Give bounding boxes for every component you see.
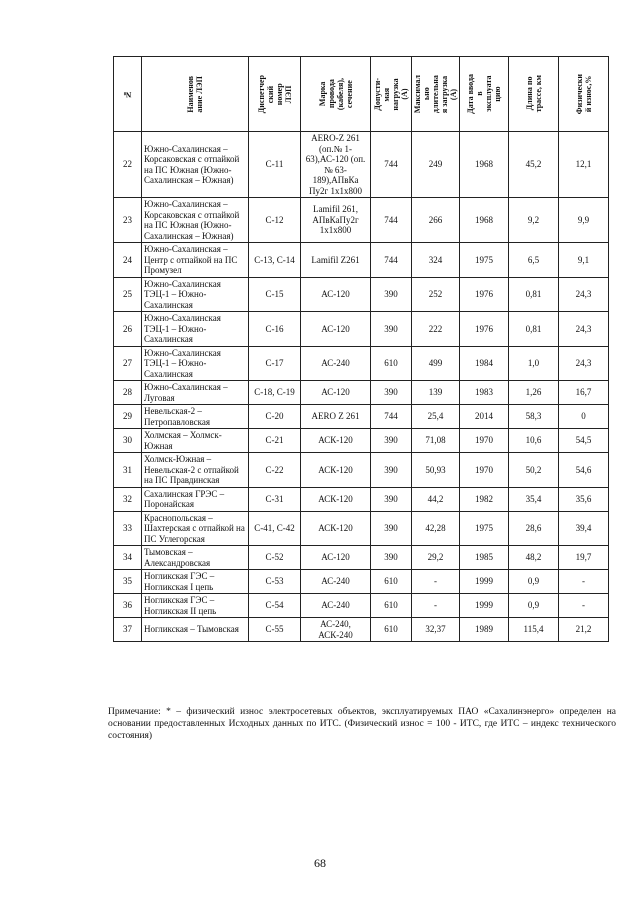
cell-route-length: 58,3 [509, 405, 559, 429]
cell-dispatch-number: С-31 [249, 487, 301, 511]
cell-line-name: Южно-Сахалинская – Луговая [142, 381, 249, 405]
cell-route-length: 50,2 [509, 453, 559, 488]
cell-allowed-load: 390 [371, 277, 412, 312]
cell-wire-brand: АСК-120 [301, 511, 371, 546]
header-route-length: Длина по трассе, км [509, 57, 559, 132]
header-physical-wear: Физически й износ,% [559, 57, 609, 132]
cell-route-length: 45,2 [509, 132, 559, 198]
cell-physical-wear: 54,6 [559, 453, 609, 488]
cell-line-name: Южно-Сахалинская – Центр с отпайкой на ПС Промузел [142, 243, 249, 278]
cell-physical-wear: 39,4 [559, 511, 609, 546]
page-number: 68 [314, 856, 326, 870]
header-commission-date: Дата ввода в эксплуата цию [460, 57, 509, 132]
cell-commission-date: 1976 [460, 312, 509, 347]
cell-wire-brand: AERO Z 261 [301, 405, 371, 429]
cell-dispatch-number: С-55 [249, 618, 301, 642]
cell-route-length: 115,4 [509, 618, 559, 642]
cell-dispatch-number: С-15 [249, 277, 301, 312]
table-row [114, 312, 609, 347]
table-body [114, 132, 609, 642]
cell-physical-wear: 24,3 [559, 312, 609, 347]
cell-wire-brand: АС-120 [301, 277, 371, 312]
cell-dispatch-number: С-20 [249, 405, 301, 429]
cell-allowed-load: 390 [371, 511, 412, 546]
table-row [114, 453, 609, 488]
cell-dispatch-number: С-41, С-42 [249, 511, 301, 546]
cell-commission-date: 2014 [460, 405, 509, 429]
cell-allowed-load: 610 [371, 346, 412, 381]
cell-line-name: Ногликская ГЭС – Ногликская I цепь [142, 570, 249, 594]
cell-commission-date: 1968 [460, 132, 509, 198]
cell-dispatch-number: С-52 [249, 546, 301, 570]
cell-physical-wear: 24,3 [559, 277, 609, 312]
cell-max-load: 29,2 [412, 546, 460, 570]
cell-route-length: 0,9 [509, 594, 559, 618]
cell-physical-wear: - [559, 594, 609, 618]
cell-line-name: Холмск-Южная – Невельская-2 с отпайкой на ПС Правдинская [142, 453, 249, 488]
cell-number: 35 [114, 570, 142, 594]
cell-route-length: 0,9 [509, 570, 559, 594]
cell-commission-date: 1999 [460, 570, 509, 594]
cell-wire-brand: АС-120 [301, 312, 371, 347]
cell-number: 36 [114, 594, 142, 618]
cell-number: 28 [114, 381, 142, 405]
table-row [114, 570, 609, 594]
cell-dispatch-number: С-12 [249, 198, 301, 243]
power-lines-table [113, 56, 609, 642]
header-allowed-load: Допусти- мая нагрузка (А) [371, 57, 412, 132]
cell-allowed-load: 744 [371, 243, 412, 278]
header-number: № [114, 57, 142, 132]
cell-number: 33 [114, 511, 142, 546]
cell-route-length: 1,26 [509, 381, 559, 405]
cell-commission-date: 1970 [460, 453, 509, 488]
cell-max-load: 50,93 [412, 453, 460, 488]
cell-line-name: Ногликская ГЭС – Ногликская II цепь [142, 594, 249, 618]
cell-dispatch-number: С-11 [249, 132, 301, 198]
cell-max-load: 44,2 [412, 487, 460, 511]
cell-physical-wear: 12,1 [559, 132, 609, 198]
cell-physical-wear: 9,9 [559, 198, 609, 243]
cell-wire-brand: Lamifil 261, АПвКаПу2г 1х1х800 [301, 198, 371, 243]
cell-dispatch-number: С-13, С-14 [249, 243, 301, 278]
cell-commission-date: 1983 [460, 381, 509, 405]
cell-commission-date: 1982 [460, 487, 509, 511]
cell-commission-date: 1984 [460, 346, 509, 381]
cell-allowed-load: 390 [371, 453, 412, 488]
cell-wire-brand: АС-240 [301, 346, 371, 381]
cell-physical-wear: 54,5 [559, 429, 609, 453]
footnote: Примечание: * – физический износ электросетевых объектов, эксплуатируемых ПАО «Сахалинэнерго» определен на основании предоставленных Исходных данных по ИТС. (Физический износ = 100 - ИТС, где ИТС – индекс технического состояния) [108, 707, 616, 741]
cell-max-load: - [412, 570, 460, 594]
cell-number: 32 [114, 487, 142, 511]
cell-allowed-load: 390 [371, 312, 412, 347]
cell-allowed-load: 610 [371, 594, 412, 618]
cell-dispatch-number: С-16 [249, 312, 301, 347]
cell-physical-wear: 21,2 [559, 618, 609, 642]
cell-physical-wear: 9,1 [559, 243, 609, 278]
cell-allowed-load: 390 [371, 429, 412, 453]
cell-route-length: 0,81 [509, 312, 559, 347]
cell-max-load: 42,28 [412, 511, 460, 546]
cell-number: 22 [114, 132, 142, 198]
cell-commission-date: 1999 [460, 594, 509, 618]
table-row [114, 546, 609, 570]
cell-max-load: 249 [412, 132, 460, 198]
cell-physical-wear: 24,3 [559, 346, 609, 381]
table-row [114, 487, 609, 511]
cell-max-load: 324 [412, 243, 460, 278]
cell-max-load: 222 [412, 312, 460, 347]
cell-allowed-load: 390 [371, 381, 412, 405]
cell-allowed-load: 610 [371, 618, 412, 642]
cell-wire-brand: АСК-120 [301, 453, 371, 488]
cell-route-length: 1,0 [509, 346, 559, 381]
cell-line-name: Холмская – Холмск-Южная [142, 429, 249, 453]
cell-number: 24 [114, 243, 142, 278]
table-row [114, 381, 609, 405]
cell-line-name: Южно-Сахалинская – Корсаковская с отпайкой на ПС Южная (Южно-Сахалинская – Южная) [142, 198, 249, 243]
cell-physical-wear: 19,7 [559, 546, 609, 570]
cell-route-length: 6,5 [509, 243, 559, 278]
header-dispatch-number: Диспетчер ский номер ЛЭП [249, 57, 301, 132]
cell-number: 37 [114, 618, 142, 642]
cell-max-load: 71,08 [412, 429, 460, 453]
cell-max-load: 25,4 [412, 405, 460, 429]
header-max-load: Максимал ьно длительна я загрузка (А) [412, 57, 460, 132]
cell-physical-wear: - [559, 570, 609, 594]
table-row [114, 346, 609, 381]
table-row [114, 405, 609, 429]
cell-allowed-load: 390 [371, 546, 412, 570]
table-row [114, 243, 609, 278]
cell-number: 31 [114, 453, 142, 488]
cell-route-length: 35,4 [509, 487, 559, 511]
cell-max-load: - [412, 594, 460, 618]
cell-line-name: Южно-Сахалинская ТЭЦ-1 – Южно-Сахалинская [142, 312, 249, 347]
cell-wire-brand: АС-240 [301, 570, 371, 594]
cell-dispatch-number: С-22 [249, 453, 301, 488]
cell-line-name: Ногликская – Тымовская [142, 618, 249, 642]
cell-dispatch-number: С-18, С-19 [249, 381, 301, 405]
cell-physical-wear: 16,7 [559, 381, 609, 405]
cell-wire-brand: АС-120 [301, 381, 371, 405]
cell-physical-wear: 35,6 [559, 487, 609, 511]
cell-number: 23 [114, 198, 142, 243]
cell-allowed-load: 610 [371, 570, 412, 594]
cell-wire-brand: Lamifil Z261 [301, 243, 371, 278]
table-row [114, 594, 609, 618]
cell-commission-date: 1975 [460, 511, 509, 546]
cell-dispatch-number: С-21 [249, 429, 301, 453]
cell-wire-brand: АСК-120 [301, 429, 371, 453]
cell-dispatch-number: С-53 [249, 570, 301, 594]
table-row [114, 132, 609, 198]
cell-wire-brand: АС-120 [301, 546, 371, 570]
table-row [114, 429, 609, 453]
cell-allowed-load: 390 [371, 487, 412, 511]
cell-dispatch-number: С-17 [249, 346, 301, 381]
cell-max-load: 499 [412, 346, 460, 381]
cell-commission-date: 1976 [460, 277, 509, 312]
table-row [114, 277, 609, 312]
header-line-name: Наименов ание ЛЭП [142, 57, 249, 132]
cell-route-length: 0,81 [509, 277, 559, 312]
cell-allowed-load: 744 [371, 132, 412, 198]
cell-allowed-load: 744 [371, 198, 412, 243]
table-row [114, 618, 609, 642]
cell-route-length: 28,6 [509, 511, 559, 546]
cell-physical-wear: 0 [559, 405, 609, 429]
cell-route-length: 10,6 [509, 429, 559, 453]
cell-number: 25 [114, 277, 142, 312]
cell-number: 30 [114, 429, 142, 453]
cell-commission-date: 1970 [460, 429, 509, 453]
cell-number: 26 [114, 312, 142, 347]
table-row [114, 511, 609, 546]
cell-line-name: Южно-Сахалинская ТЭЦ-1 – Южно-Сахалинская [142, 346, 249, 381]
header-wire-brand: Марка провода (кабеля), сечение [301, 57, 371, 132]
cell-line-name: Невельская-2 – Петропавловская [142, 405, 249, 429]
cell-line-name: Тымовская – Александровская [142, 546, 249, 570]
cell-wire-brand: АС-240, АСК-240 [301, 618, 371, 642]
cell-commission-date: 1989 [460, 618, 509, 642]
cell-max-load: 266 [412, 198, 460, 243]
cell-dispatch-number: С-54 [249, 594, 301, 618]
cell-line-name: Южно-Сахалинская – Корсаковская с отпайкой на ПС Южная (Южно-Сахалинская – Южная) [142, 132, 249, 198]
cell-max-load: 32,37 [412, 618, 460, 642]
cell-wire-brand: АС-240 [301, 594, 371, 618]
cell-commission-date: 1975 [460, 243, 509, 278]
cell-line-name: Сахалинская ГРЭС –Поронайская [142, 487, 249, 511]
cell-allowed-load: 744 [371, 405, 412, 429]
cell-max-load: 252 [412, 277, 460, 312]
cell-line-name: Краснопольская – Шахтерская с отпайкой на ПС Углегорская [142, 511, 249, 546]
table-row [114, 198, 609, 243]
cell-wire-brand: AERO-Z 261 (оп.№ 1-63),АС-120 (оп.№ 63-189),АПвКа Пу2г 1х1х800 [301, 132, 371, 198]
cell-route-length: 9,2 [509, 198, 559, 243]
cell-number: 29 [114, 405, 142, 429]
cell-route-length: 48,2 [509, 546, 559, 570]
cell-number: 34 [114, 546, 142, 570]
table-header-row [114, 57, 609, 132]
cell-wire-brand: АСК-120 [301, 487, 371, 511]
cell-commission-date: 1968 [460, 198, 509, 243]
cell-number: 27 [114, 346, 142, 381]
cell-max-load: 139 [412, 381, 460, 405]
cell-line-name: Южно-Сахалинская ТЭЦ-1 – Южно-Сахалинская [142, 277, 249, 312]
cell-commission-date: 1985 [460, 546, 509, 570]
